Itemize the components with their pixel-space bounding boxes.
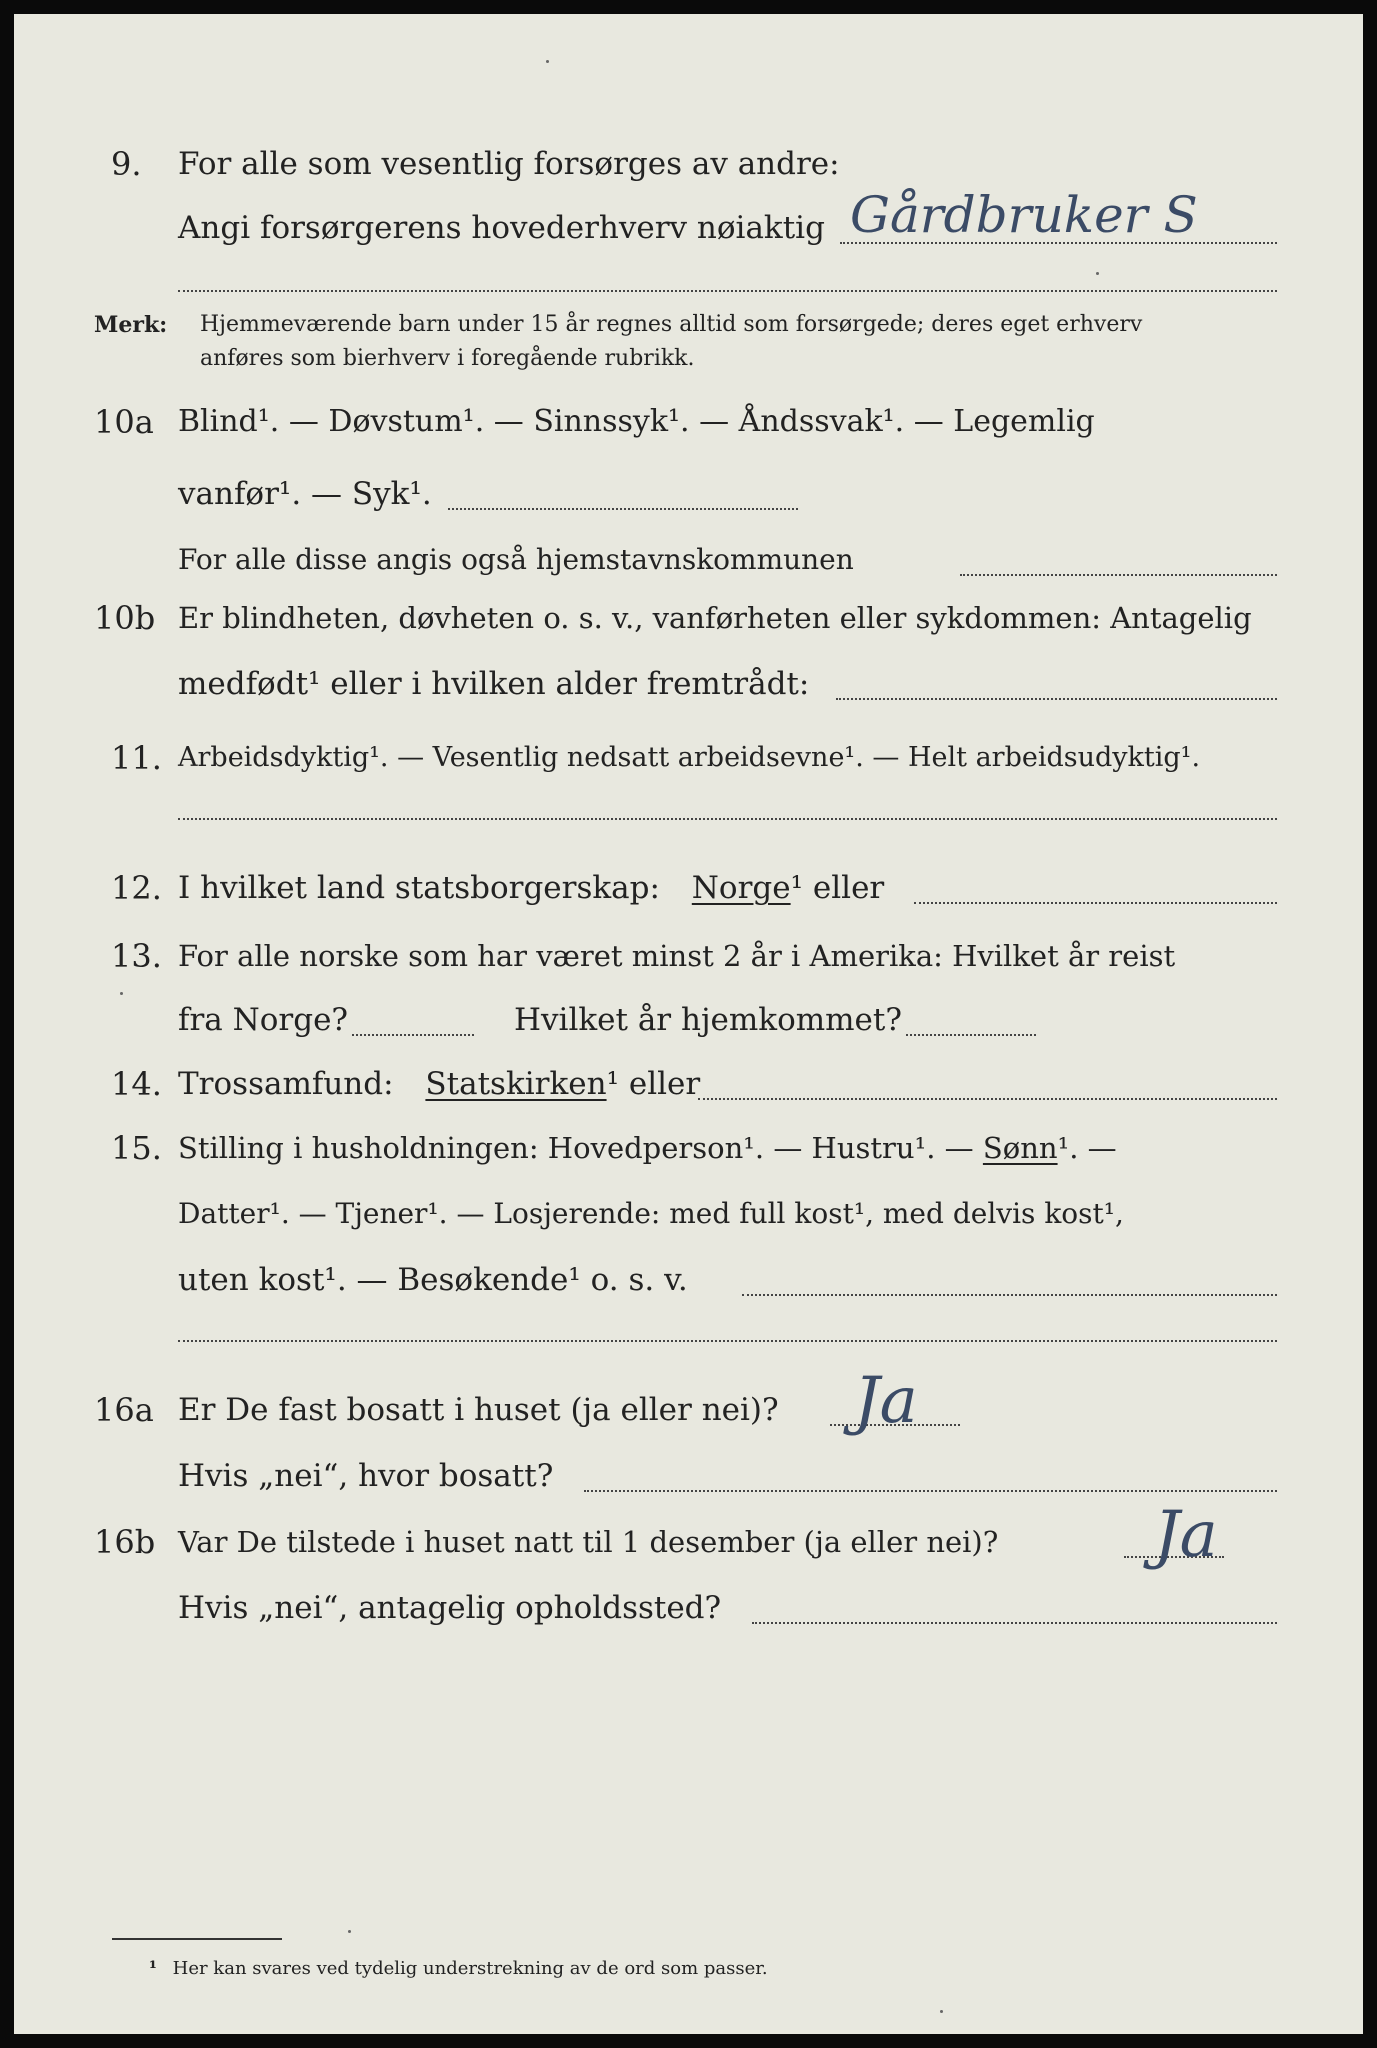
- question-16a: [14, 1364, 1363, 1438]
- question-number: 16b: [94, 1523, 156, 1561]
- question-9-line-2: [14, 186, 1363, 252]
- paper-speck: [1096, 272, 1099, 275]
- footnote-rule: [112, 1938, 282, 1940]
- question-15-line-2: [14, 1190, 1363, 1238]
- merk-text-2: anføres som bierhverv i foregående rubrikk.: [200, 346, 695, 371]
- question-number: 13.: [111, 937, 162, 975]
- answer-line: [584, 1490, 1277, 1492]
- merk-text: Hjemmeværende barn under 15 år regnes alltid som forsørgede; deres eget erhverv: [200, 312, 1143, 337]
- question-text: Er blindheten, døvheten o. s. v., vanførheten eller sykdommen: Antagelig: [178, 601, 1252, 635]
- question-number: 16a: [94, 1391, 154, 1429]
- footnote-text: Her kan svares ved tydelig understrekning av de ord som passer.: [172, 1958, 768, 1979]
- question-10a-line-2: [14, 470, 1363, 518]
- answer-line: [742, 1294, 1277, 1296]
- question-text: uten kost¹. — Besøkende¹ o. s. v.: [178, 1262, 688, 1298]
- answer-line: [906, 1034, 1036, 1036]
- blank-answer-line: [178, 818, 1277, 820]
- handwritten-answer: Ja: [1154, 1498, 1218, 1572]
- question-text: For alle som vesentlig forsørges av andre:: [178, 146, 840, 182]
- question-10a-line-3: [14, 536, 1363, 584]
- question-text: Hvis „nei“, antagelig opholdssted?: [178, 1590, 722, 1626]
- footnote-marker: ¹: [149, 1958, 157, 1979]
- answer-line: [698, 1098, 1277, 1100]
- question-10b-line-2: [14, 660, 1363, 708]
- question-text-pre: Trossamfund:: [178, 1066, 394, 1102]
- question-16b-line-2: [14, 1584, 1363, 1632]
- question-13-line-2: [14, 996, 1363, 1044]
- answer-line: [836, 698, 1277, 700]
- question-number: 15.: [111, 1129, 162, 1167]
- question-15: [14, 1124, 1363, 1172]
- question-text-pre: I hvilket land statsborgerskap:: [178, 870, 660, 906]
- question-16a-line-2: [14, 1452, 1363, 1500]
- question-text: For alle norske som har været minst 2 år i Amerika: Hvilket år reist: [178, 939, 1176, 973]
- question-text: fra Norge?: [178, 1002, 349, 1038]
- question-text: Angi forsørgerens hovederhverv nøiaktig: [178, 210, 825, 246]
- question-text-post: ¹ eller: [790, 870, 885, 906]
- answer-line: [352, 1034, 474, 1036]
- question-12: [14, 864, 1363, 912]
- question-text: Hvilket år hjemkommet?: [514, 1002, 902, 1038]
- question-text: Var De tilstede i huset natt til 1 desember (ja eller nei)?: [178, 1525, 999, 1559]
- question-text: Er De fast bosatt i huset (ja eller nei)?: [178, 1392, 779, 1428]
- blank-answer-line: [178, 290, 1277, 292]
- underlined-answer: Statskirken: [425, 1066, 607, 1102]
- handwritten-answer: Ja: [854, 1364, 918, 1438]
- underlined-answer: Sønn: [982, 1131, 1058, 1165]
- handwritten-answer: Gårdbruker S: [850, 186, 1198, 244]
- answer-line: [960, 574, 1277, 576]
- question-number: 10b: [94, 599, 156, 637]
- question-number: 11.: [111, 739, 162, 777]
- question-9: [14, 140, 1363, 188]
- answer-line: [752, 1622, 1277, 1624]
- question-11: [14, 734, 1363, 782]
- question-text: For alle disse angis også hjemstavnskommunen: [178, 543, 854, 576]
- answer-line: [448, 508, 798, 510]
- paper-speck: [348, 1930, 351, 1933]
- paper-speck: [120, 992, 123, 995]
- answer-line: [914, 902, 1277, 904]
- question-number: 12.: [111, 869, 162, 907]
- question-text: Arbeidsdyktig¹. — Vesentlig nedsatt arbeidsevne¹. — Helt arbeidsudyktig¹.: [178, 742, 1201, 773]
- question-text: [178, 1124, 1117, 1172]
- question-number: 10a: [94, 403, 154, 441]
- question-text: vanfør¹. — Syk¹.: [178, 476, 432, 512]
- question-text-post: ¹. —: [1057, 1131, 1117, 1165]
- question-text-pre: Stilling i husholdningen: Hovedperson¹. — Hustru¹. —: [178, 1131, 974, 1165]
- question-text: medfødt¹ eller i hvilken alder fremtrådt:: [178, 666, 810, 702]
- question-14: [14, 1060, 1363, 1108]
- question-text-post: ¹ eller: [606, 1066, 701, 1102]
- question-10a: [14, 398, 1363, 446]
- question-text: Datter¹. — Tjener¹. — Losjerende: med full kost¹, med delvis kost¹,: [178, 1197, 1124, 1230]
- question-text: [178, 864, 884, 912]
- blank-answer-line: [178, 1340, 1277, 1342]
- paper-speck: [940, 2010, 943, 2013]
- paper-speck: [546, 60, 549, 63]
- question-text: [178, 1060, 700, 1108]
- question-number: 14.: [111, 1065, 162, 1103]
- footnote: [149, 1958, 768, 1979]
- question-13: [14, 932, 1363, 980]
- question-number: 9.: [111, 145, 142, 183]
- question-text: Blind¹. — Døvstum¹. — Sinnssyk¹. — Åndssvak¹. — Legemlig: [178, 404, 1095, 439]
- census-form-page: [14, 14, 1363, 2034]
- question-15-line-3: [14, 1256, 1363, 1304]
- question-text: Hvis „nei“, hvor bosatt?: [178, 1458, 554, 1494]
- question-10b: [14, 594, 1363, 642]
- underlined-answer: Norge: [691, 870, 791, 906]
- merk-label: Merk:: [94, 312, 168, 338]
- question-16b: [14, 1498, 1363, 1572]
